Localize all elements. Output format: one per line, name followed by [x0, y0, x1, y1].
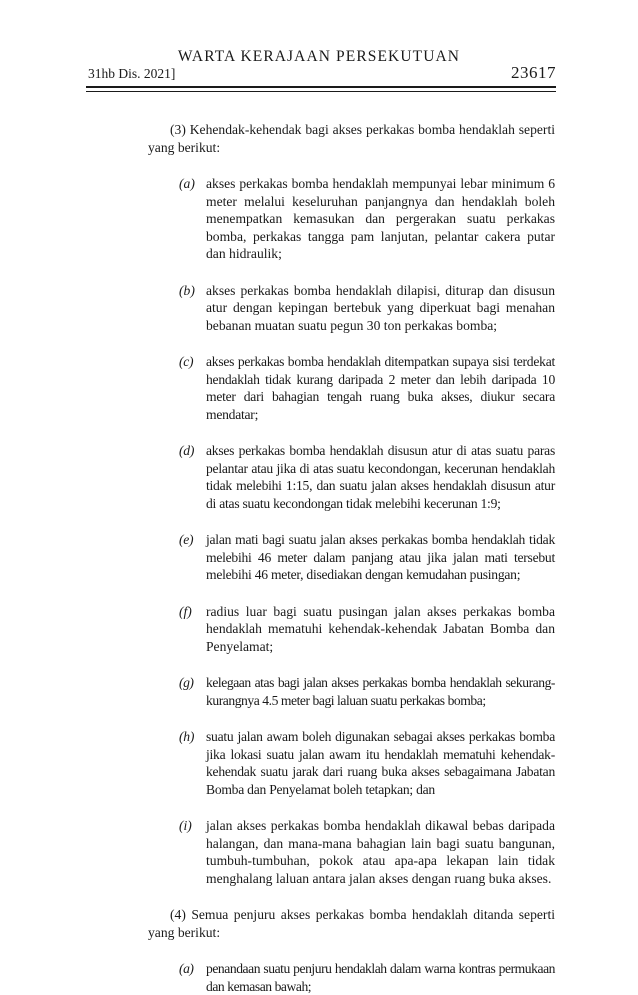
item-text: akses perkakas bomba hendaklah ditempatkan supaya sisi terdekat hendaklah tidak kurang daripada 2 meter dan lebih daripada 10 meter dari bahagian tengah ruang buka akses, diukur secara mendatar; — [206, 354, 555, 422]
page-number: 23617 — [511, 63, 556, 82]
item-text: jalan akses perkakas bomba hendaklah dikawal bebas daripada halangan, dan mana-mana bahagian lain bagi suatu bangunan, tumbuh-tumbuhan, pokok atau apa-apa lekapan lain tidak menghalang laluan antara jalan akses dengan ruang buka akses. — [206, 818, 555, 886]
item-text: akses perkakas bomba hendaklah dilapisi, diturap dan disusun atur dengan kepingan bertebuk yang diperkuat bagi menahan bebanan muatan suatu pegun 30 ton perkakas bomba; — [206, 282, 555, 333]
item-text: kelegaan atas bagi jalan akses perkakas bomba hendaklah sekurang-kurangnya 4.5 meter bagi laluan suatu perkakas bomba; — [206, 675, 555, 708]
header-date: 31hb Dis. 2021] — [88, 66, 176, 81]
document-body — [0, 121, 638, 995]
list-item — [179, 282, 555, 335]
item-text: penandaan suatu penjuru hendaklah dalam warna kontras permukaan dan kemasan bawah; — [206, 961, 555, 994]
item-label: (f) — [179, 603, 192, 619]
item-text: akses perkakas bomba hendaklah mempunyai lebar minimum 6 meter melalui keseluruhan panjangnya dan hendaklah boleh menempatkan kemasukan dan pergerakan suatu perkakas bomba, perkakas tangga pam lanjutan, pelantar cakera putar dan hidraulik; — [206, 176, 555, 261]
list-item — [179, 442, 555, 512]
item-text: akses perkakas bomba hendaklah disusun atur di atas suatu paras pelantar atau jika di atas suatu kecondongan, kecerunan hendaklah tidak melebihi 1:15, dan suatu jalan akses hendaklah disusun atur di atas suatu kecondongan tidak melebihi kecerunan 1:9; — [206, 443, 555, 511]
item-label: (d) — [179, 443, 195, 458]
header-rule-thick — [86, 86, 556, 88]
item-label: (h) — [179, 729, 195, 744]
list-item — [179, 960, 555, 995]
item-label: (a) — [179, 176, 195, 191]
gazette-title: WARTA KERAJAAN PERSEKUTUAN — [177, 48, 461, 65]
item-label: (b) — [179, 282, 195, 298]
item-text: jalan mati bagi suatu jalan akses perkakas bomba hendaklah tidak melebihi 46 meter dalam panjang atau jika jalan mati tersebut melebihi 46 meter, disediakan dengan kemudahan pusingan; — [206, 532, 555, 582]
list-item — [179, 353, 555, 423]
item-text: radius luar bagi suatu pusingan jalan akses perkakas bomba hendaklah mematuhi kehendak-kehendak Jabatan Bomba dan Penyelamat; — [206, 603, 555, 654]
section-3-intro: (3) Kehendak-kehendak bagi akses perkakas bomba hendaklah seperti yang berikut: — [148, 122, 555, 155]
item-label: (e) — [179, 532, 194, 547]
list-item — [179, 175, 555, 263]
item-text: suatu jalan awam boleh digunakan sebagai akses perkakas bomba jika lokasi suatu jalan awam itu hendaklah mematuhi kehendak-kehendak suatu jarak dari ruang buka akses sebagaimana Jabatan Bomba dan Penyelamat boleh tetapkan; dan — [206, 729, 555, 797]
list-item — [179, 674, 555, 709]
item-label: (c) — [179, 354, 194, 369]
list-item — [179, 603, 555, 656]
item-label: (g) — [179, 675, 194, 690]
list-item — [179, 531, 555, 584]
list-item — [179, 728, 555, 798]
list-item — [179, 817, 555, 887]
item-label: (a) — [179, 961, 194, 976]
section-4-intro: (4) Semua penjuru akses perkakas bomba hendaklah ditanda seperti yang berikut: — [148, 907, 555, 940]
item-label: (i) — [179, 818, 192, 833]
header-rule-thin — [86, 91, 556, 92]
